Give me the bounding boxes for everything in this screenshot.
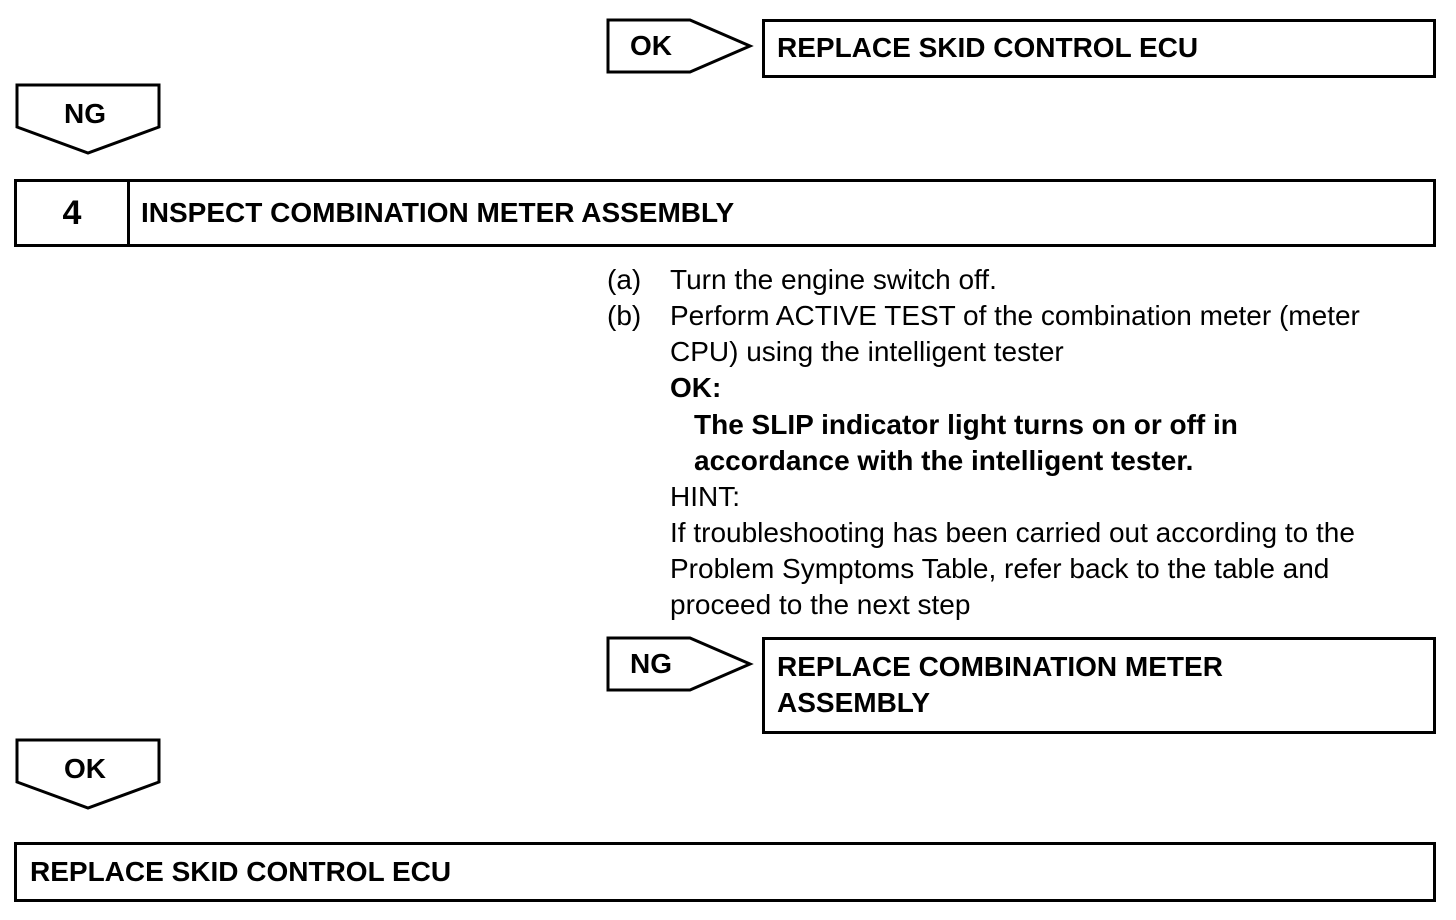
instruction-b-line2: CPU) using the intelligent tester	[670, 336, 1064, 367]
instruction-b-marker: (b)	[607, 300, 642, 331]
ok-heading: OK:	[670, 372, 722, 403]
hint-heading: HINT:	[670, 481, 740, 512]
result-text-replace-ecu: REPLACE SKID CONTROL ECU	[777, 32, 1199, 63]
step-title: INSPECT COMBINATION METER ASSEMBLY	[141, 197, 735, 228]
instruction-b-line1: Perform ACTIVE TEST of the combination meter (meter	[670, 300, 1360, 331]
final-result-box	[14, 842, 1436, 902]
result-text-meter-line2: ASSEMBLY	[777, 687, 931, 718]
result-box-replace-meter	[762, 637, 1436, 734]
result-box-replace-ecu	[762, 19, 1436, 78]
hint-line3: proceed to the next step	[670, 589, 971, 620]
ng-label-top: NG	[64, 98, 106, 129]
hint-line1: If troubleshooting has been carried out according to the	[670, 517, 1355, 548]
instruction-a-marker: (a)	[607, 264, 642, 295]
ok-label-bottom: OK	[64, 753, 106, 784]
hint-line2: Problem Symptoms Table, refer back to the table and	[670, 553, 1330, 584]
step-header	[14, 179, 1436, 247]
ok-criteria-line2: accordance with the intelligent tester.	[694, 445, 1194, 476]
step-number: 4	[17, 182, 130, 244]
ok-criteria-line1: The SLIP indicator light turns on or off in	[694, 409, 1238, 440]
final-result-text: REPLACE SKID CONTROL ECU	[30, 856, 452, 887]
result-text-meter-line1: REPLACE COMBINATION METER	[777, 651, 1223, 682]
instruction-a-text: Turn the engine switch off.	[670, 264, 997, 295]
ok-label-top: OK	[630, 30, 672, 61]
ng-label-bottom: NG	[630, 648, 672, 679]
